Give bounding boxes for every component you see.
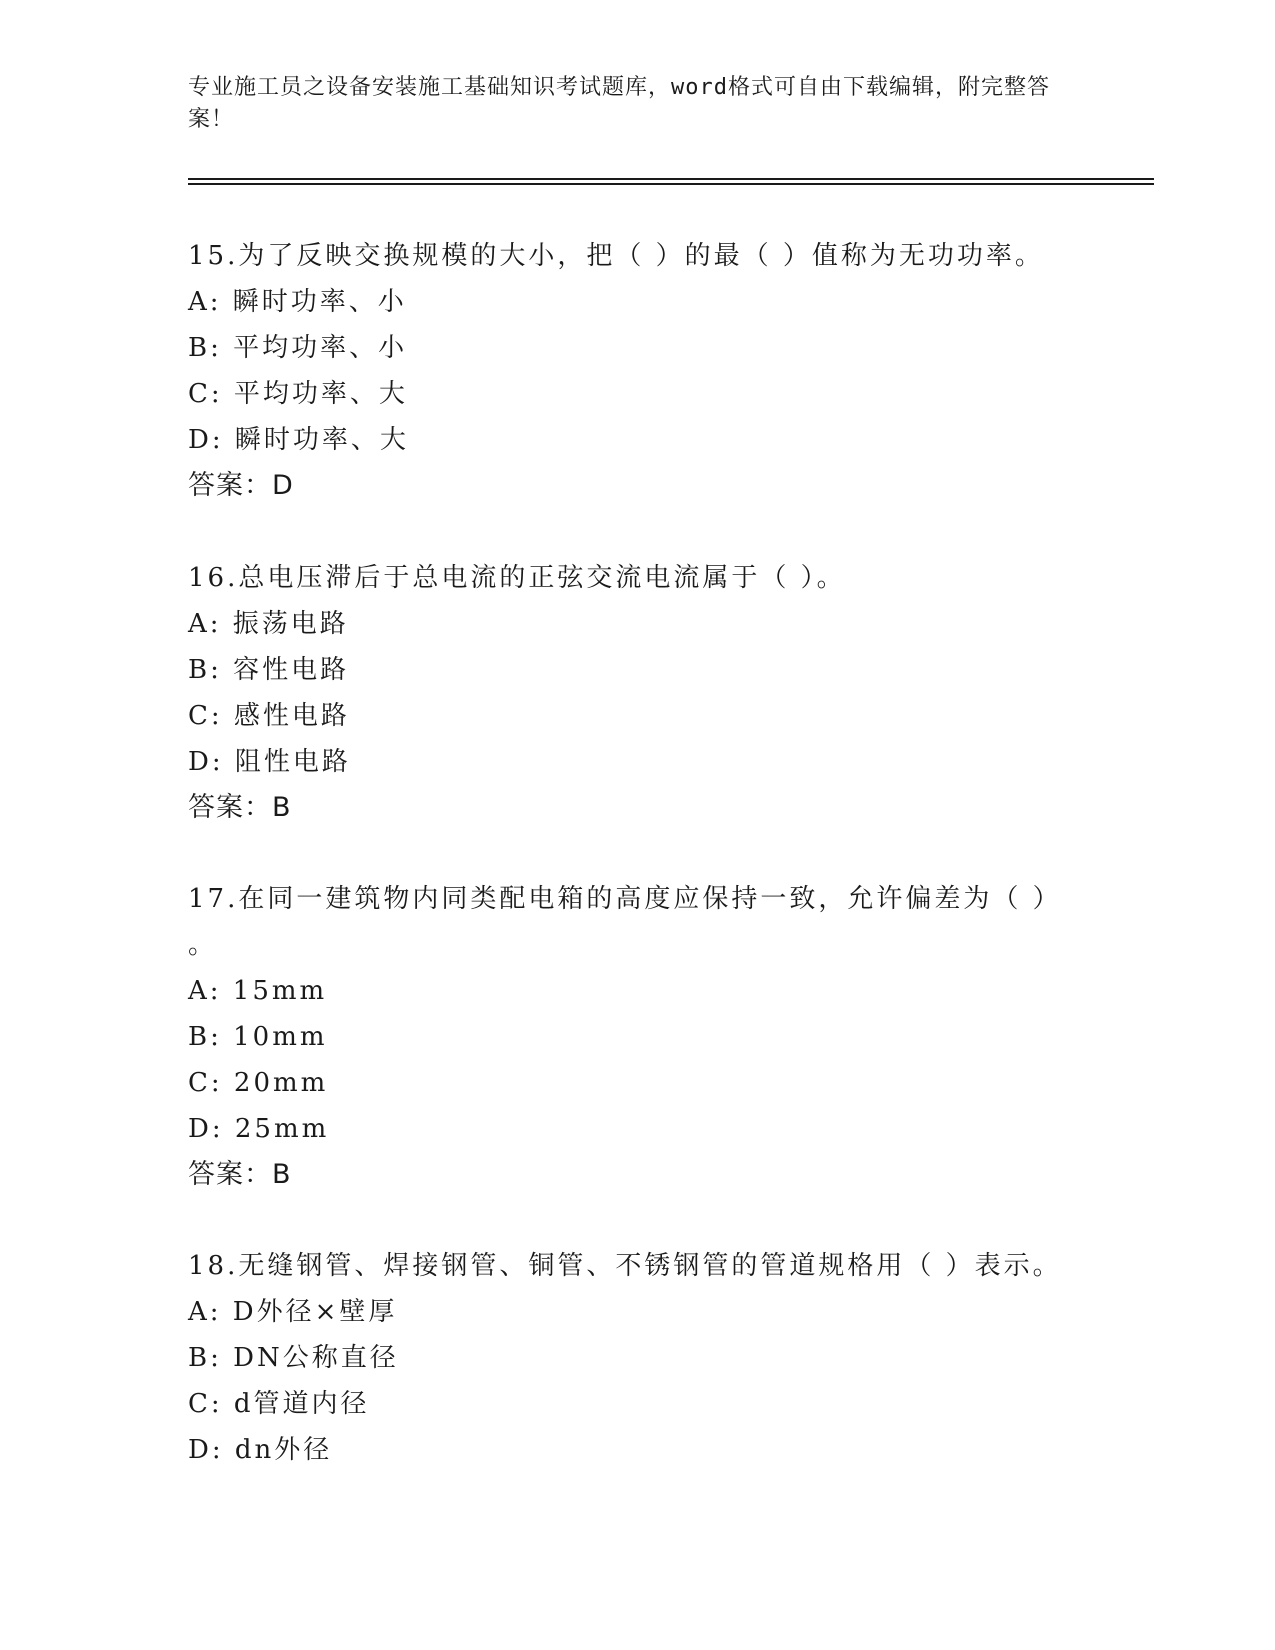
option-b: B: 容性电路 — [188, 655, 350, 685]
question-text: 17.在同一建筑物内同类配电箱的高度应保持一致，允许偏差为（ ） 。 — [188, 884, 1062, 960]
option-d: D: 瞬时功率、大 — [188, 425, 409, 455]
question-text: 16.总电压滞后于总电流的正弦交流电流属于（ ）。 — [188, 563, 846, 593]
option-c: C: 平均功率、大 — [188, 379, 408, 409]
answer: 答案：D — [188, 470, 294, 501]
document-header: 专业施工员之设备安装施工基础知识考试题库，word格式可自由下载编辑，附完整答案！ — [188, 75, 1050, 132]
option-a: A: 15mm — [188, 976, 328, 1006]
answer: 答案：B — [188, 792, 292, 823]
option-b: B: 平均功率、小 — [188, 333, 408, 363]
option-b: B: DN公称直径 — [188, 1343, 399, 1373]
option-c: C: 感性电路 — [188, 701, 350, 731]
question-15 — [188, 233, 1068, 509]
question-text: 15.为了反映交换规模的大小，把（ ）的最（ ）值称为无功功率。 — [188, 241, 1044, 271]
question-text: 18.无缝钢管、焊接钢管、铜管、不锈钢管的管道规格用（ ）表示。 — [188, 1251, 1062, 1281]
answer: 答案：B — [188, 1159, 292, 1190]
header-divider-top — [188, 178, 1154, 180]
option-b: B: 10mm — [188, 1022, 328, 1052]
question-17 — [188, 876, 1068, 1198]
option-a: A: D外径×壁厚 — [188, 1297, 398, 1327]
question-18 — [188, 1243, 1068, 1473]
question-16 — [188, 555, 1068, 831]
option-c: C: 20mm — [188, 1068, 329, 1098]
option-d: D: 25mm — [188, 1114, 330, 1144]
option-d: D: 阻性电路 — [188, 747, 351, 777]
option-c: C: d管道内径 — [188, 1389, 370, 1419]
option-a: A: 瞬时功率、小 — [188, 287, 407, 317]
option-a: A: 振荡电路 — [188, 609, 349, 639]
header-divider-bottom — [188, 183, 1154, 185]
option-d: D: dn外径 — [188, 1435, 333, 1465]
